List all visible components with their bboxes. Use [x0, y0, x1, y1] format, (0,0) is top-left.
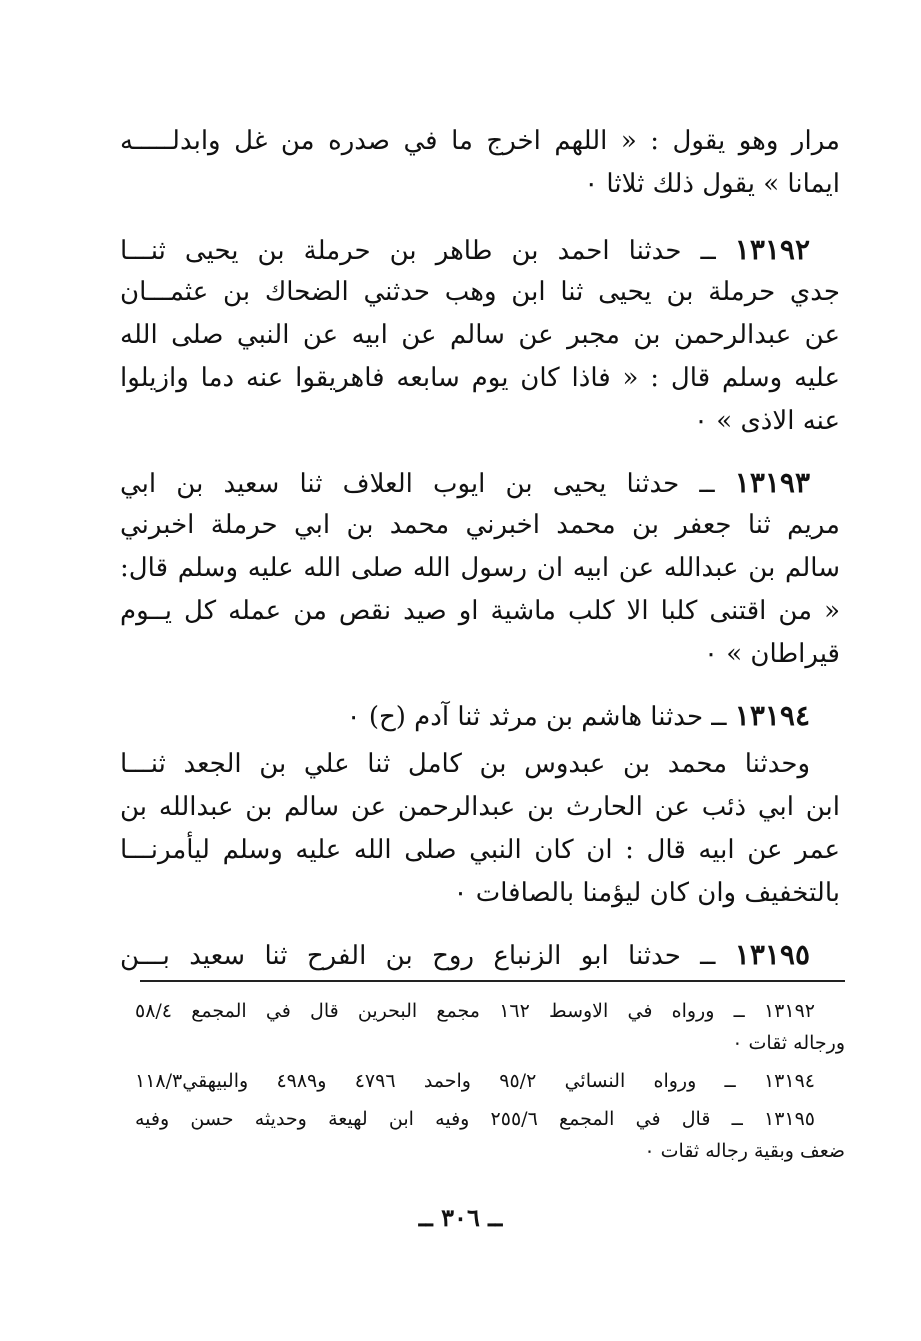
hadith-first-line-text: ــ حدثنا يحيى بن ايوب العلاف ثنا سعيد بن ابي — [120, 469, 735, 499]
text-line: جدي حرملة بن يحيى ثنا ابن وهب حدثني الضحاك بن عثمـــان — [120, 277, 840, 307]
footnote-divider — [140, 980, 845, 982]
hadith-13194-continuation — [120, 743, 840, 915]
text-line: عنه الاذى » ٠ — [694, 406, 840, 436]
text-line: ايمانا » يقول ذلك ثلاثا ٠ — [584, 169, 840, 199]
footnote-line: ضعف وبقية رجاله ثقات ٠ — [644, 1140, 845, 1162]
paragraph-continuation — [120, 120, 840, 206]
hadith-13193 — [120, 461, 840, 676]
hadith-number: ١٣١٩٣ — [734, 466, 810, 499]
text-line: سالم بن عبدالله عن ابيه ان رسول الله صلى الله عليه وسلم قال: — [120, 553, 840, 583]
hadith-first-line — [120, 933, 840, 976]
hadith-first-line — [120, 461, 840, 504]
main-text — [120, 120, 840, 994]
hadith-first-line-text: ــ حدثنا احمد بن طاهر بن حرملة بن يحيى ثنـــا — [120, 236, 735, 266]
footnotes — [135, 995, 845, 1173]
footnote-13194 — [135, 1065, 845, 1097]
page-number: ــ ٣٠٦ ــ — [418, 1203, 503, 1232]
hadith-first-line — [120, 694, 840, 737]
hadith-13194 — [120, 694, 840, 737]
hadith-13195 — [120, 933, 840, 976]
footnote-line: ١٣١٩٢ ــ ورواه في الاوسط ١٦٢ مجمع البحرين قال في المجمع ٥٨/٤ — [135, 1000, 815, 1022]
hadith-number: ١٣١٩٤ — [734, 699, 810, 732]
hadith-first-line-text: ــ حدثنا هاشم بن مرثد ثنا آدم (ح) ٠ — [346, 702, 735, 732]
text-line: مريم ثنا جعفر بن محمد اخبرني محمد بن ابي حرملة اخبرني — [120, 510, 840, 540]
hadith-first-line-text: ــ حدثنا ابو الزنباع روح بن الفرح ثنا سعيد بـــن — [120, 941, 735, 971]
footnote-line: ١٣١٩٥ ــ قال في المجمع ٢٥٥/٦ وفيه ابن لهيعة وحديثه حسن وفيه — [135, 1108, 816, 1130]
hadith-number: ١٣١٩٢ — [734, 233, 810, 266]
footnote-line: ١٣١٩٤ ــ ورواه النسائي ٩٥/٢ واحمد ٤٧٩٦ و٤٩٨٩ والبيهقي١١٨/٣ — [135, 1070, 815, 1092]
text-line: عليه وسلم قال : « فاذا كان يوم سابعه فاهريقوا عنه دما وازيلوا — [120, 363, 840, 393]
text-line: مرار وهو يقول : « اللهم اخرج ما في صدره من غل وابدلـــــه — [120, 126, 840, 156]
hadith-13192 — [120, 228, 840, 443]
hadith-first-line — [120, 228, 840, 271]
text-line: عمر عن ابيه قال : ان كان النبي صلى الله عليه وسلم ليأمرنـــا — [120, 835, 840, 865]
text-line: قيراطان » ٠ — [704, 639, 840, 669]
text-line: عن عبدالرحمن بن مجبر عن سالم عن ابيه عن النبي صلى الله — [120, 320, 840, 350]
footnote-13192 — [135, 995, 845, 1059]
hadith-number: ١٣١٩٥ — [734, 938, 810, 971]
text-line: « من اقتنى كلبا الا كلب ماشية او صيد نقص من عمله كل يــوم — [120, 596, 840, 626]
text-line: وحدثنا محمد بن عبدوس بن كامل ثنا علي بن الجعد ثنـــا — [120, 749, 810, 779]
text-line: ابن ابي ذئب عن الحارث بن عبدالرحمن عن سالم بن عبدالله بن — [120, 792, 840, 822]
footnote-line: ورجاله ثقات ٠ — [732, 1032, 845, 1054]
footnote-13195 — [135, 1103, 845, 1167]
text-line: بالتخفيف وان كان ليؤمنا بالصافات ٠ — [453, 878, 840, 908]
